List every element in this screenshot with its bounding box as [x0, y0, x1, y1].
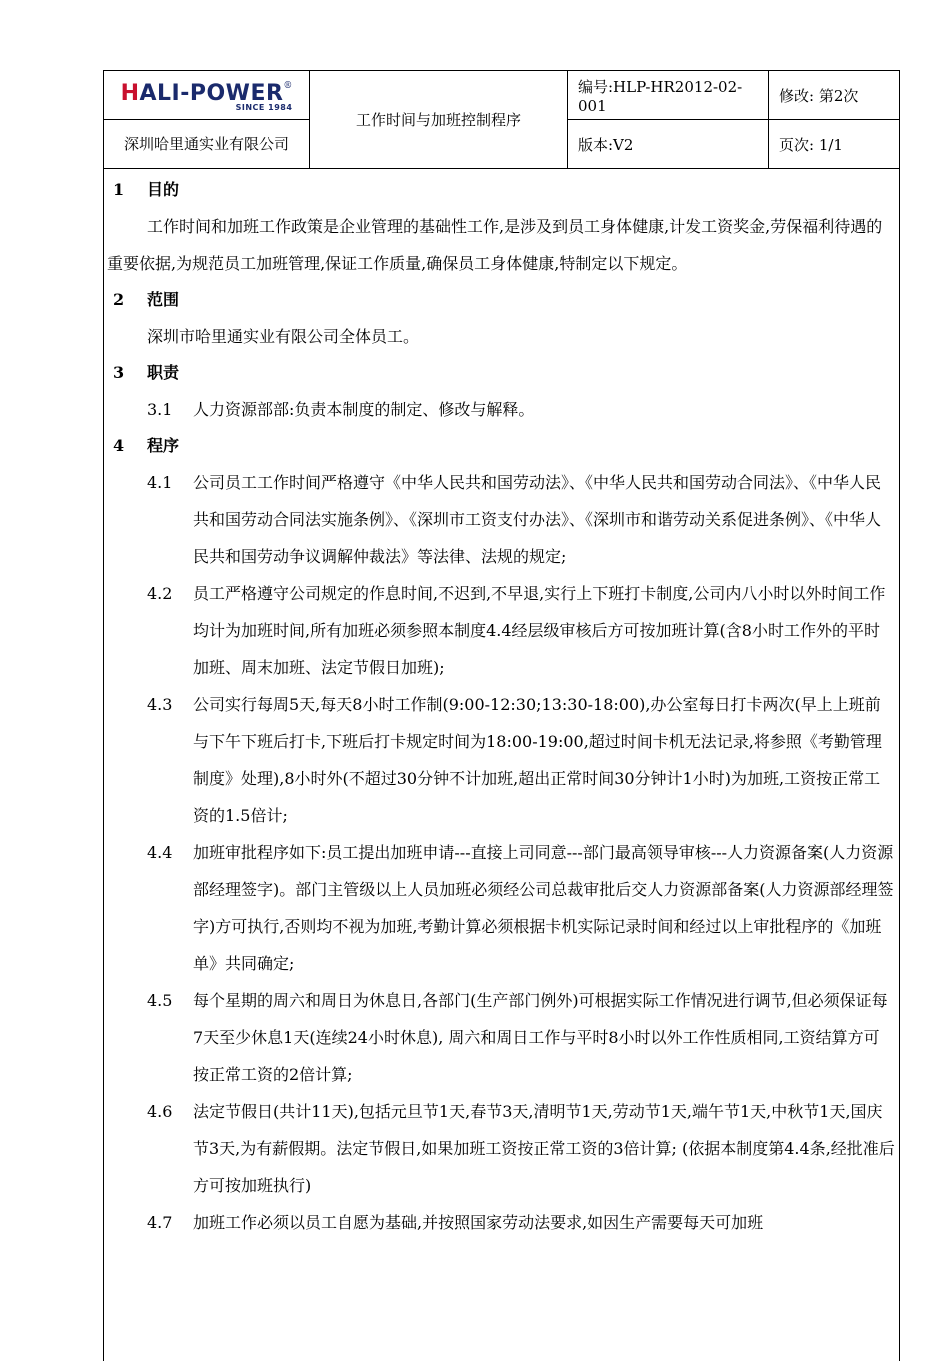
list-item	[105, 391, 895, 428]
list-item	[105, 1093, 895, 1204]
item-text: 公司实行每周5天,每天8小时工作制(9:00-12:30;13:30-18:00),办公室每日打卡两次(早上上班前与下午下班后打卡,下班后打卡规定时间为18:00-19:00,超过时间卡机无法记录,将参照《考勤管理制度》处理),8小时外(不超过30分钟不计加班,超出正常时间30分钟计1小时)为加班,工资按正常工资的1.5倍计;	[193, 695, 882, 825]
list-item	[105, 982, 895, 1093]
item-number: 4.4	[147, 843, 173, 862]
document-body	[105, 172, 895, 1241]
page-number: 页次: 1/1	[769, 120, 900, 169]
section-title: 职责	[147, 363, 180, 382]
item-text: 法定节假日(共计11天),包括元旦节1天,春节3天,清明节1天,劳动节1天,端午节1天,中秋节1天,国庆节3天,为有薪假期。法定节假日,如果加班工资按正常工资的3倍计算; (依据本制度第4.4条,经批准后方可按加班执行)	[193, 1102, 895, 1195]
company-logo	[121, 81, 293, 112]
item-number: 4.3	[147, 695, 173, 714]
section-title: 目的	[147, 180, 180, 199]
item-text: 加班工作必须以员工自愿为基础,并按照国家劳动法要求,如因生产需要每天可加班	[193, 1213, 764, 1232]
section-title: 范围	[147, 290, 180, 309]
logo-registered-mark: ®	[283, 80, 293, 91]
section-heading-purpose	[105, 172, 895, 208]
list-item	[105, 575, 895, 686]
list-item	[105, 1204, 895, 1241]
item-text: 人力资源部部:负责本制度的制定、修改与解释。	[193, 400, 535, 419]
item-number: 3.1	[147, 400, 173, 419]
doc-number: 编号:HLP-HR2012-02-001	[568, 71, 769, 120]
section-number: 1	[113, 180, 125, 199]
item-number: 4.7	[147, 1213, 173, 1232]
section-title: 程序	[147, 436, 180, 455]
logo-since: SINCE 1984	[235, 102, 293, 112]
purpose-paragraph: 工作时间和加班工作政策是企业管理的基础性工作,是涉及到员工身体健康,计发工资奖金,劳保福利待遇的重要依据,为规范员工加班管理,保证工作质量,确保员工身体健康,特制定以下规定。	[107, 217, 883, 273]
version: 版本:V2	[568, 120, 769, 169]
document-title: 工作时间与加班控制程序	[310, 71, 568, 169]
list-item	[105, 686, 895, 834]
section-number: 3	[113, 363, 125, 382]
section-heading-procedure	[105, 428, 895, 464]
item-text: 公司员工工作时间严格遵守《中华人民共和国劳动法》、《中华人民共和国劳动合同法》、《中华人民共和国劳动合同法实施条例》、《深圳市工资支付办法》、《深圳市和谐劳动关系促进条例》、《中华人民共和国劳动争议调解仲裁法》等法律、法规的规定;	[193, 473, 882, 566]
revision: 修改: 第2次	[769, 71, 900, 120]
logo-text: HALI-POWER	[120, 80, 284, 106]
item-number: 4.6	[147, 1102, 173, 1121]
item-text: 每个星期的周六和周日为休息日,各部门(生产部门例外)可根据实际工作情况进行调节,但必须保证每7天至少休息1天(连续24小时休息), 周六和周日工作与平时8小时以外工作性质相同,工资结算方可按正常工资的2倍计算;	[193, 991, 888, 1084]
list-item	[105, 464, 895, 575]
section-heading-responsibility	[105, 355, 895, 391]
section-number: 4	[113, 436, 125, 455]
item-number: 4.5	[147, 991, 173, 1010]
logo-cell	[104, 71, 310, 120]
scope-paragraph: 深圳市哈里通实业有限公司全体员工。	[147, 327, 420, 346]
company-name: 深圳哈里通实业有限公司	[104, 120, 310, 169]
item-text: 员工严格遵守公司规定的作息时间,不迟到,不早退,实行上下班打卡制度,公司内八小时以外时间工作均计为加班时间,所有加班必须参照本制度4.4经层级审核后方可按加班计算(含8小时工作外的平时加班、周末加班、法定节假日加班);	[193, 584, 886, 677]
item-number: 4.2	[147, 584, 173, 603]
list-item	[105, 834, 895, 982]
document-header	[103, 70, 900, 169]
section-heading-scope	[105, 282, 895, 318]
section-number: 2	[113, 290, 125, 309]
item-text: 加班审批程序如下:员工提出加班申请---直接上司同意---部门最高领导审核---人力资源备案(人力资源部经理签字)。部门主管级以上人员加班必须经公司总裁审批后交人力资源部备案(人力资源部经理签字)方可执行,否则均不视为加班,考勤计算必须根据卡机实际记录时间和经过以上审批程序的《加班单》共同确定;	[193, 843, 894, 973]
item-number: 4.1	[147, 473, 173, 492]
